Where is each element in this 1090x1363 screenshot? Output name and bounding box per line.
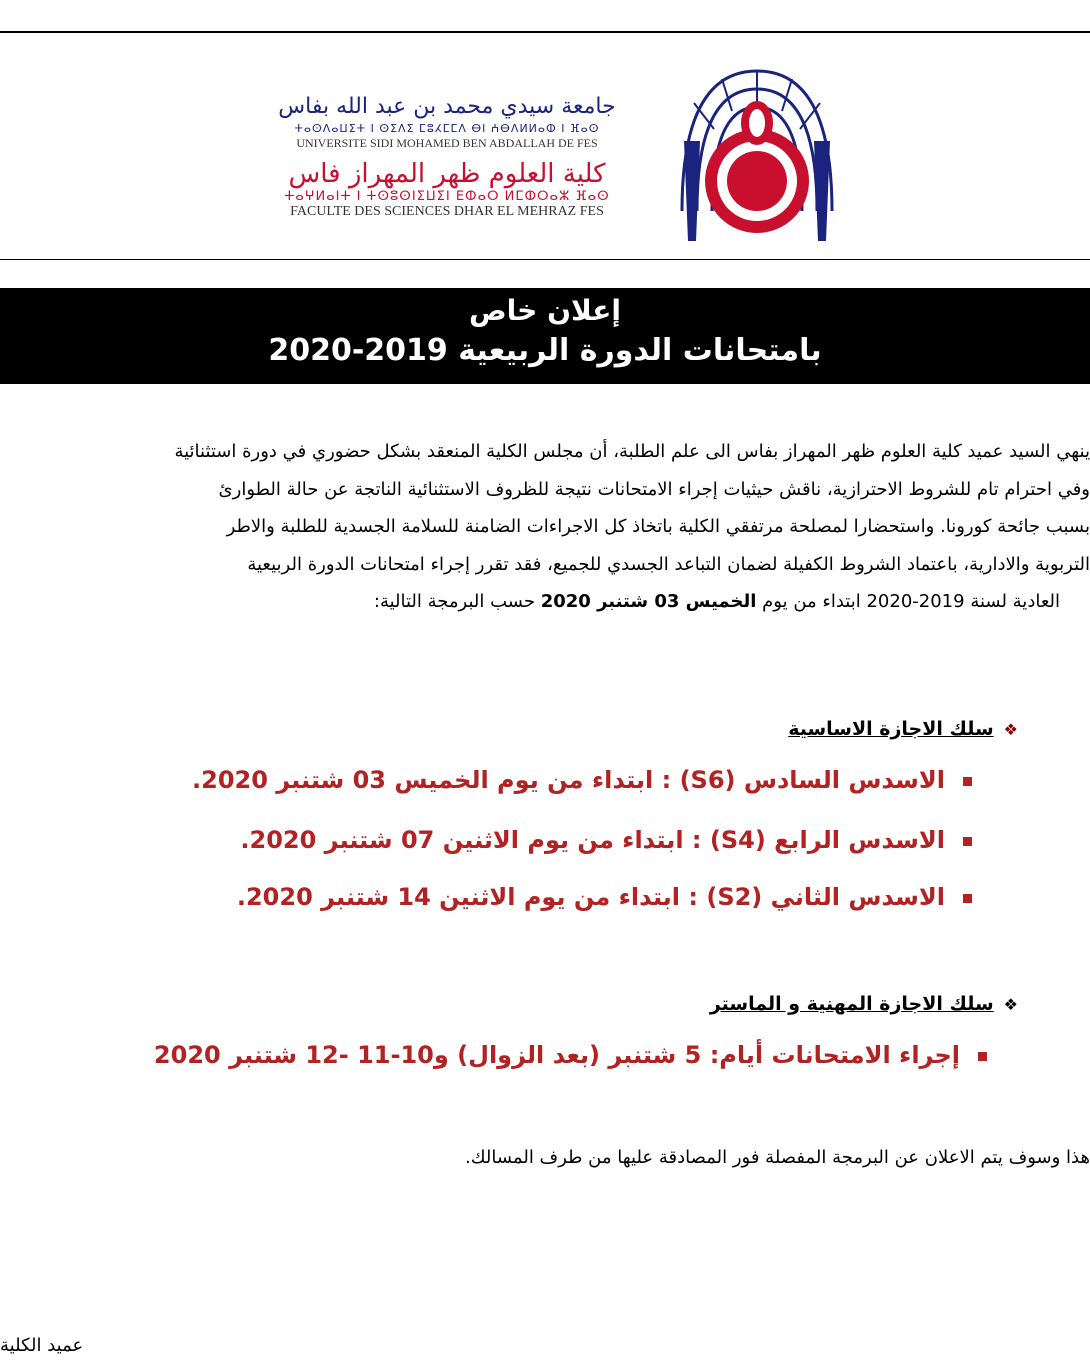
body-line: وفي احترام تام للشروط الاحترازية، ناقش حيثيات إجراء الامتحانات نتيجة للظروف الاستثنائية الناتجة عن حالة الطوارئ	[218, 478, 1090, 500]
university-emblem-icon	[662, 61, 852, 249]
title-banner	[0, 288, 1090, 384]
header-rule	[0, 259, 1090, 260]
body-line-dates	[0, 583, 1090, 621]
start-date: الخميس 03 شتنبر 2020	[540, 591, 757, 612]
section-title-text: سلك الاجازة الاساسية	[788, 718, 994, 740]
section-title-license	[788, 718, 1018, 740]
diamond-bullet-icon: ❖	[1003, 720, 1018, 739]
square-bullet-icon	[963, 837, 972, 846]
section-title-text: سلك الاجازة المهنية و الماستر	[709, 993, 994, 1015]
faculty-name-ar: كلية العلوم ظهر المهراز فاس	[288, 159, 606, 189]
university-name-ar: جامعة سيدي محمد بن عبد الله بفاس	[278, 94, 616, 119]
signature: عميد الكلية	[0, 1335, 84, 1356]
square-bullet-icon	[978, 1052, 987, 1061]
university-name-fr: UNIVERSITE SIDI MOHAMED BEN ABDALLAH DE FES	[296, 136, 598, 150]
letterhead	[237, 61, 852, 249]
list-item	[192, 766, 972, 794]
closing-note: هذا وسوف يتم الاعلان عن البرمجة المفصلة فور المصادقة عليها من طرف المسالك.	[465, 1147, 1090, 1168]
body-line: التربوية والادارية، باعتماد الشروط الكفيلة لضمان التباعد الجسدي للجميع، فقد تقرر إجراء امتحانات الدورة الربيعية	[247, 553, 1090, 575]
banner-title: إعلان خاص	[469, 294, 621, 327]
announcement-body	[0, 433, 1090, 621]
list-item-text: الاسدس الرابع (S4) : ابتداء من يوم الاثنين 07 شتنبر 2020.	[240, 826, 945, 854]
body-line: بسبب جائحة كورونا. واستحضارا لمصلحة مرتفقي الكلية باتخاذ كل الاجراءات الضامنة للسلامة الجسدية للطلبة والاطر	[226, 516, 1090, 537]
faculty-name-fr: FACULTE DES SCIENCES DHAR EL MEHRAZ FES	[290, 204, 604, 219]
list-item-text: الاسدس الثاني (S2) : ابتداء من يوم الاثنين 14 شتنبر 2020.	[236, 883, 945, 911]
list-item	[237, 883, 972, 911]
list-item	[240, 826, 972, 854]
letterhead-text	[237, 61, 657, 249]
top-rule	[0, 31, 1090, 33]
diamond-bullet-icon: ❖	[1003, 995, 1018, 1014]
banner-subtitle: بامتحانات الدورة الربيعية 2019-2020	[268, 333, 822, 368]
faculty-name-tifinagh: ⵜⴰⵖⵍⴰⵏⵜ ⵏ ⵜⵙⵓⵙⵏⵉⵡⵉⵏ ⴹⵀⴰⵔ ⵍⵎⵀⵔⴰⵣ ⴼⴰⵙ	[284, 189, 610, 204]
body-line: ينهي السيد عميد كلية العلوم ظهر المهراز بفاس الى علم الطلبة، أن مجلس الكلية المنعقد بشكل حضوري في دورة استثنائية	[174, 441, 1090, 462]
square-bullet-icon	[963, 894, 972, 903]
list-item-text: إجراء الامتحانات أيام: 5 شتنبر (بعد الزوال) و10-11 -12 شتنبر 2020	[153, 1041, 960, 1069]
square-bullet-icon	[963, 777, 972, 786]
section-title-master	[710, 993, 1018, 1015]
list-item-text: الاسدس السادس (S6) : ابتداء من يوم الخميس 03 شتنبر 2020.	[192, 766, 945, 794]
body-text: العادية لسنة 2019-2020 ابتداء من يوم	[762, 591, 1060, 612]
body-text: حسب البرمجة التالية:	[373, 591, 535, 612]
list-item	[154, 1041, 987, 1069]
university-name-tifinagh: ⵜⴰⵙⴷⴰⵡⵉⵜ ⵏ ⵙⵉⴷⵉ ⵎⵓⵃⵎⵎⴷ ⴱⵏ ⵄⴱⴷⵍⵍⴰⵀ ⵏ ⴼⴰⵙ	[294, 122, 600, 135]
